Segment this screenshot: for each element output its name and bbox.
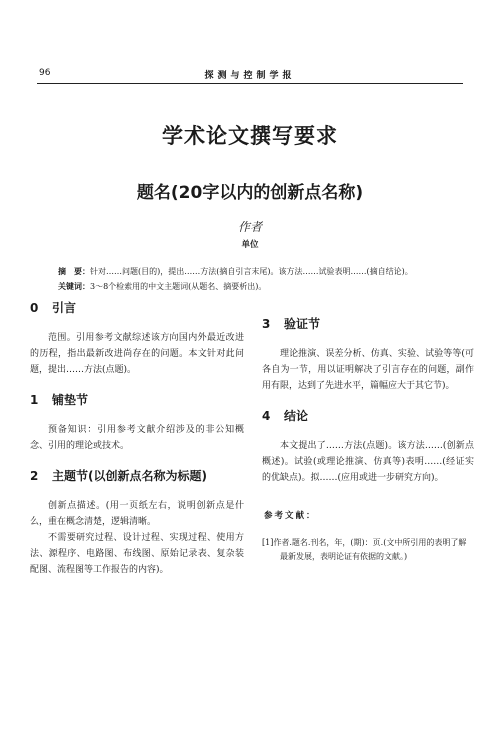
abstract-text: 针对……问题(目的)，提出……方法(摘自引言末尾)。该方法……试验表明……(摘自结论)。	[90, 267, 413, 276]
left-column	[30, 300, 244, 578]
section-preliminaries	[30, 392, 244, 454]
section-title: 验证节	[284, 317, 321, 331]
section-heading	[262, 316, 474, 332]
affiliation: 单位	[241, 240, 259, 250]
keywords-line	[58, 279, 458, 294]
abstract-label: 摘 要：	[58, 266, 90, 276]
section-verification	[262, 316, 474, 394]
keywords-label: 关键词：	[58, 281, 90, 291]
references-section	[262, 508, 474, 564]
paper-title: 题名(20字以内的创新点名称)	[136, 183, 364, 203]
section-heading	[30, 300, 244, 316]
page-title: 学术论文撰写要求	[162, 124, 338, 148]
section-heading	[30, 468, 244, 484]
section-number: 0	[30, 301, 39, 315]
section-heading	[262, 408, 474, 424]
keywords-text: 3～8个检索用的中文主题词(从题名、摘要析出)。	[90, 282, 267, 291]
section-paragraph: 预备知识：引用参考文献介绍涉及的非公知概念、引用的理论或技术。	[30, 425, 244, 451]
section-paragraph: 理论推演、误差分析、仿真、实验、试验等等(可各自为一节，用以证明解决了引言存在的问题，副作用有限，达到了先进水平，篇幅应大于其它节)。	[262, 349, 474, 391]
section-number: 1	[30, 393, 39, 407]
section-heading	[30, 392, 244, 408]
author: 作者	[237, 220, 262, 234]
abstract-block	[58, 264, 458, 294]
section-number: 4	[262, 409, 271, 423]
section-introduction	[30, 300, 244, 378]
section-paragraph: 创新点描述。(用一页纸左右，说明创新点是什么，重在概念清楚，逻辑清晰。	[30, 501, 244, 527]
section-paragraph: 本文提出了……方法(点题)。该方法……(创新点概述)。试验(或理论推演、仿真等)表明……(经证实的优缺点)。拟……(应用或进一步研究方向)。	[262, 441, 474, 483]
reference-item: [1]作者.题名.刊名，年，(期)：页.(文中所引用的表明了解最新发展，表明论证有依据的文献。)	[262, 538, 467, 561]
header-rule	[37, 83, 463, 84]
section-number: 2	[30, 469, 39, 483]
section-title: 结论	[284, 409, 309, 423]
section-main-topic	[30, 468, 244, 578]
abstract-line	[58, 264, 458, 279]
section-number: 3	[262, 317, 271, 331]
section-conclusion	[262, 408, 474, 486]
section-title: 引言	[52, 301, 77, 315]
section-title: 铺垫节	[52, 393, 89, 407]
section-paragraph: 不需要研究过程、设计过程、实现过程、使用方法、源程序、电路图、布线图、原始记录表、复杂装配图、流程图等工作报告的内容)。	[30, 533, 244, 575]
section-paragraph: 范围。引用参考文献综述该方向国内外最近改进的历程，指出最新改进尚存在的问题。本文针对此问题，提出……方法(点题)。	[30, 333, 244, 375]
page-number: 96	[39, 68, 51, 78]
right-column	[262, 316, 474, 564]
running-header-journal: 探测与控制学报	[204, 71, 296, 81]
references-heading: 参考文献：	[264, 511, 317, 521]
section-title: 主题节(以创新点名称为标题)	[52, 469, 207, 483]
